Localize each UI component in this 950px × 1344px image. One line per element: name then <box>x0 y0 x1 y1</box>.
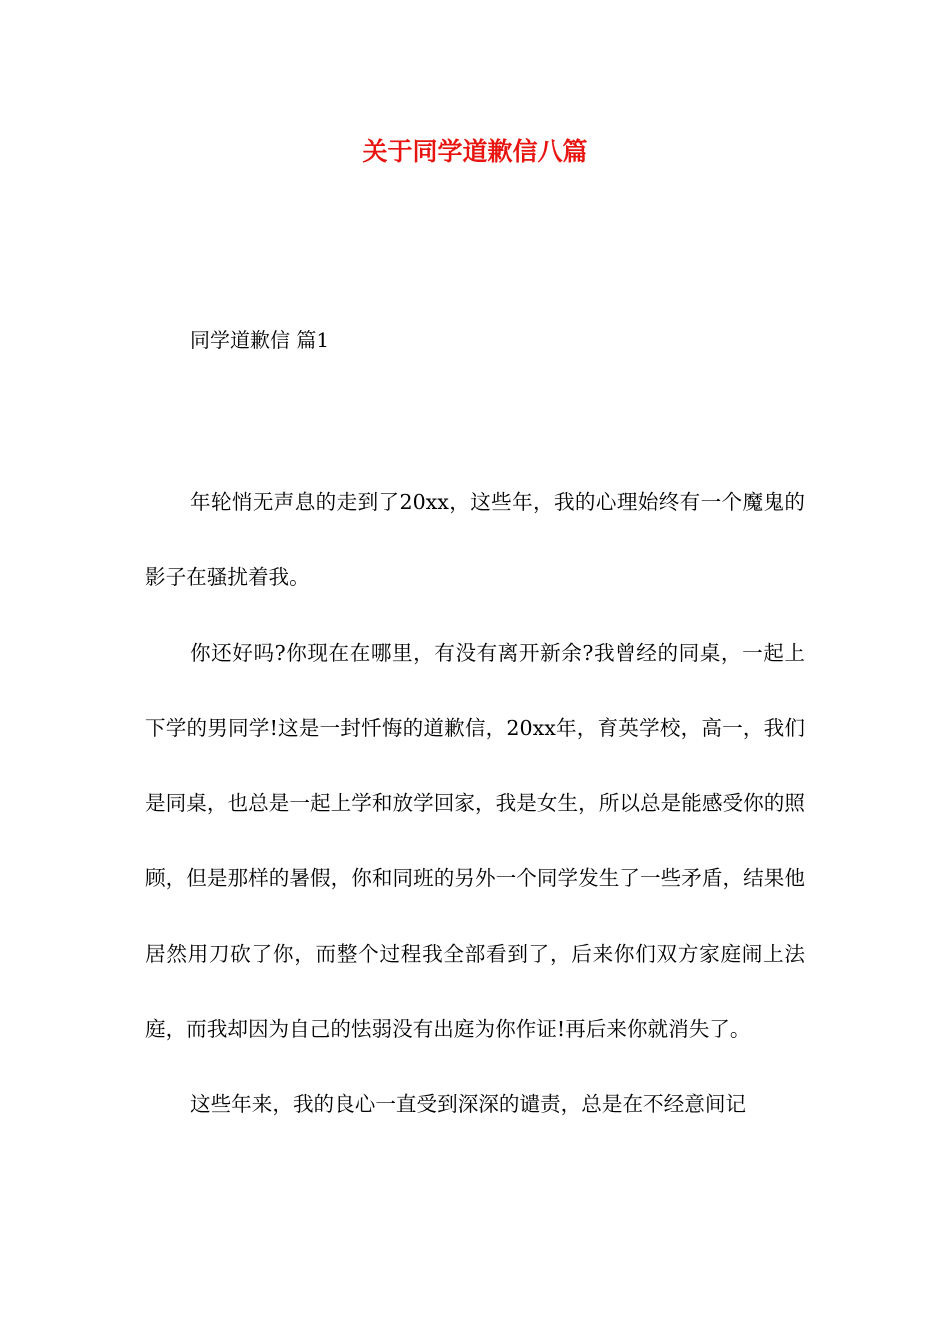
paragraph-2: 你还好吗?你现在在哪里，有没有离开新余?我曾经的同桌，一起上下学的男同学!这是一封忏悔的道歉信，20xx年，育英学校，高一，我们是同桌，也总是一起上学和放学回家，我是女生，所以总是能感受你的照顾，但是那样的暑假，你和同班的另外一个同学发生了一些矛盾，结果他居然用刀砍了你，而整个过程我全部看到了，后来你们双方家庭闹上法庭，而我却因为自己的怯弱没有出庭为你作证!再后来你就消失了。 <box>145 640 805 1042</box>
document-title: 关于同学道歉信八篇 <box>362 137 588 166</box>
paragraph-3: 这些年来，我的良心一直受到深深的谴责，总是在不经意间记 <box>190 1092 747 1117</box>
paragraph-1: 年轮悄无声息的走到了20xx，这些年，我的心理始终有一个魔鬼的影子在骚扰着我。 <box>145 490 805 590</box>
section-heading: 同学道歉信 篇1 <box>190 328 330 352</box>
body-text <box>145 465 805 1143</box>
